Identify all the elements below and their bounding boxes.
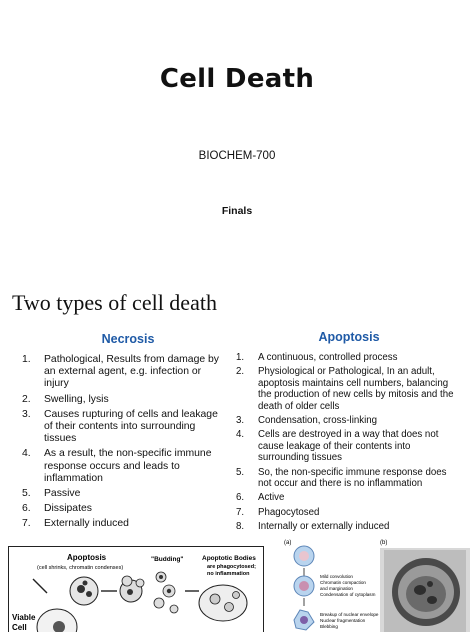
list-item-text: Phagocytosed: [258, 506, 320, 518]
list-item-number: 2.: [22, 393, 31, 405]
budding-chromatin: [127, 589, 133, 595]
list-item: [22, 488, 222, 500]
diagram-bodies-caption-2: no inflammation: [207, 571, 250, 577]
list-item-number: 3.: [22, 408, 31, 420]
cell-stage-3-fragment: [300, 616, 308, 624]
list-item-number: 5.: [236, 466, 245, 478]
list-item-text: Pathological, Results from damage by an external agent, e.g. infection or injury: [44, 354, 219, 390]
micro-caption-3: and margination: [320, 586, 353, 591]
list-item-number: 7.: [22, 518, 31, 530]
list-item: [236, 366, 462, 412]
list-item: [22, 409, 222, 446]
slide-heading: Two types of cell death: [12, 290, 217, 315]
apoptosis-list: [236, 352, 462, 533]
apoptosis-column: [236, 330, 462, 536]
list-item-text: As a result, the non-specific immune response occurs and leads to inflammation: [44, 448, 212, 484]
list-item: [236, 467, 462, 490]
list-item-text: Condensation, cross-linking: [258, 415, 378, 427]
diagram-bodies-label: Apoptotic Bodies: [202, 555, 256, 562]
diagram-viable-label-1: Viable: [12, 613, 36, 622]
apoptotic-body-1-core: [159, 575, 163, 579]
necrosis-list: [22, 354, 222, 531]
list-item-text: Swelling, lysis: [44, 393, 109, 405]
diagram-viable-label-2: Cell: [12, 623, 27, 632]
budding-bleb-2: [136, 579, 144, 587]
apoptosis-heading: Apoptosis: [318, 330, 380, 344]
budding-bleb-1: [122, 576, 132, 586]
list-item-text: A continuous, controlled process: [258, 352, 398, 363]
diagram-apoptosis-label: Apoptosis: [67, 553, 107, 562]
micro-caption-2: Chromatin compaction: [320, 580, 366, 585]
list-item: [236, 521, 462, 532]
list-item-number: 5.: [22, 488, 31, 500]
list-item-number: 2.: [236, 366, 245, 378]
list-item: [22, 354, 222, 391]
list-item-number: 1.: [236, 352, 245, 363]
micrograph-chromatin-2: [427, 596, 437, 604]
diagram-bodies-caption-1: are phagocytosed;: [207, 564, 256, 570]
micro-caption-7: Blebbing: [320, 624, 338, 629]
list-item-number: 4.: [236, 429, 245, 441]
micro-caption-5: Breakup of nuclear envelope: [320, 612, 379, 617]
list-item: [22, 448, 222, 485]
list-item-number: 4.: [22, 448, 31, 460]
list-item-number: 7.: [236, 506, 245, 518]
panel-b-label: (b): [380, 540, 388, 546]
list-item-text: Dissipates: [44, 503, 92, 515]
apoptosis-diagram-drawing: [9, 547, 264, 632]
necrosis-heading: Necrosis: [101, 332, 155, 346]
apoptotic-body-4: [170, 605, 178, 613]
list-item-text: Internally or externally induced: [258, 521, 390, 533]
list-item: [22, 503, 222, 515]
list-item-number: 6.: [236, 492, 245, 504]
panel-a-label: (a): [284, 540, 292, 546]
list-item-number: 3.: [236, 415, 245, 427]
title-slide: [0, 0, 474, 270]
list-item-text: Physiological or Pathological, In an adult, apoptosis maintains cell numbers, balancing the production of new cells by mitosis and the death of older cells: [258, 366, 454, 412]
phagosome-1: [210, 594, 220, 604]
apoptotic-body-2-core: [167, 589, 171, 593]
diagram-budding-label: "Budding": [151, 556, 184, 563]
list-item: [22, 518, 222, 530]
phagocyte-shape: [199, 585, 247, 621]
micro-caption-6: Nuclear fragmentation: [320, 618, 366, 623]
micrograph-chromatin-1: [414, 585, 426, 595]
cell-stage-1-nucleus: [299, 551, 309, 561]
content-slide: [0, 274, 474, 632]
course-code: BIOCHEM-700: [198, 150, 276, 162]
list-item-text: So, the non-specific immune response does not occur and there is no inflammation: [258, 466, 447, 490]
micro-caption-4: Condensation of cytoplasm: [320, 592, 376, 597]
micro-caption-1: Mild convolution: [320, 574, 353, 579]
list-item-number: 1.: [22, 354, 31, 365]
diagram-apoptosis-caption: (cell shrinks, chromatin condenses): [37, 565, 124, 571]
micrograph-drawing: [280, 536, 474, 632]
phagosome-2: [225, 603, 234, 612]
list-item-text: Externally induced: [44, 518, 129, 530]
list-item: [236, 415, 462, 426]
list-item: [236, 352, 462, 363]
list-item-text: Active: [258, 492, 285, 504]
apoptotic-body-3: [154, 598, 164, 608]
shrinking-cell-chromatin-3: [83, 581, 88, 586]
list-item-text: Passive: [44, 488, 81, 500]
list-item-number: 8.: [236, 521, 245, 533]
micrograph-chromatin-3: [427, 581, 433, 587]
list-item: [22, 394, 222, 406]
finals-label: Finals: [221, 205, 253, 217]
list-item-text: Causes rupturing of cells and leakage of their contents into surrounding tissues: [44, 408, 218, 445]
list-item: [236, 429, 462, 463]
shrinking-cell-chromatin-1: [77, 585, 85, 593]
apoptosis-micrograph-figure: [280, 536, 474, 632]
slide-title: Cell Death: [159, 64, 315, 94]
list-item-text: Cells are destroyed in a way that does not cause leakage of their contents into surrounding tissues: [258, 429, 439, 464]
micrograph-nucleus: [406, 576, 446, 612]
apoptosis-diagram: [8, 546, 264, 632]
necrosis-column: [22, 332, 222, 534]
cell-stage-2-nucleus: [299, 581, 309, 591]
shrinking-cell-chromatin-2: [86, 591, 92, 597]
list-item-number: 6.: [22, 503, 31, 515]
list-item: [236, 507, 462, 518]
phagosome-3: [233, 592, 240, 599]
diagram-arrow-1: [33, 579, 47, 593]
list-item: [236, 492, 462, 503]
